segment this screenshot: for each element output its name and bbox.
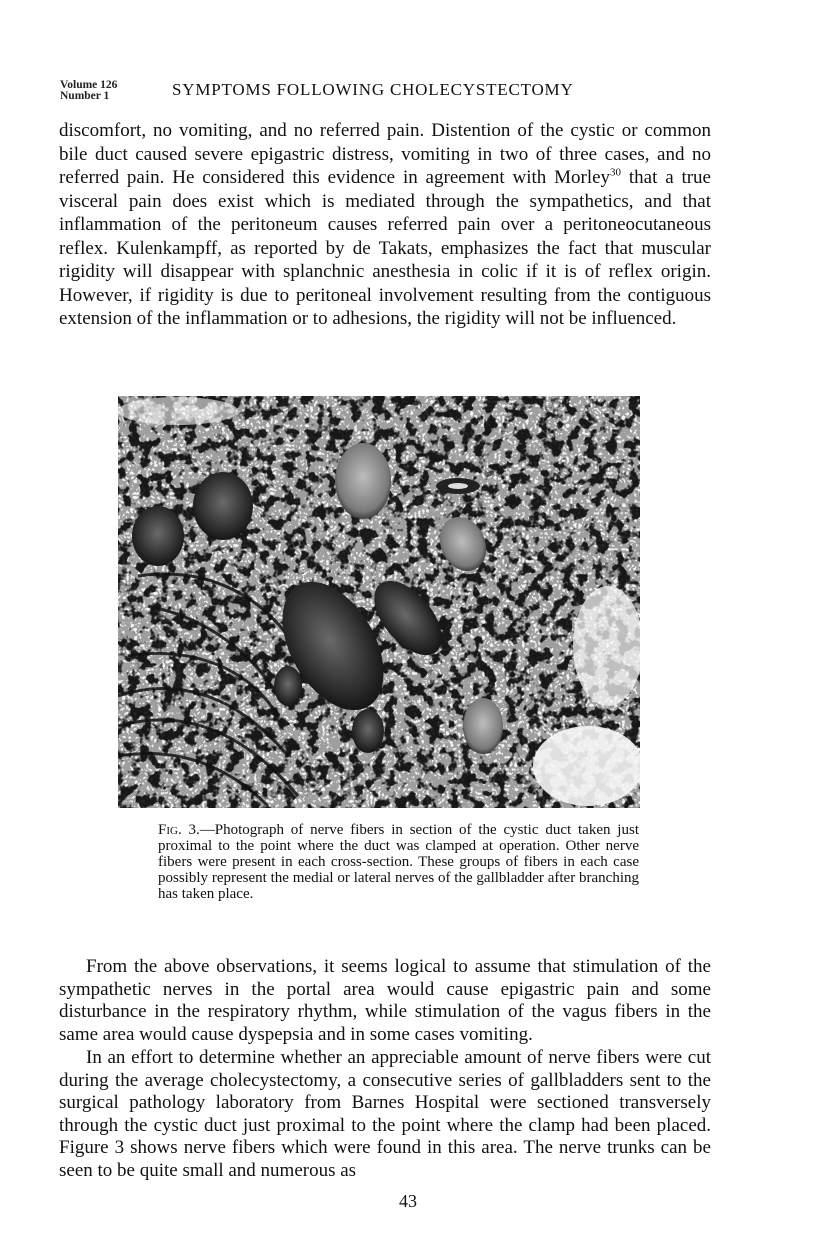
- paragraph-2: From the above observations, it seems logical to assume that stimulation of the sympathetic nerves in the portal area would cause epigastric pain and some disturbance in the respiratory rhythm, while stimulation of the vagus fibers in the same area would cause dyspepsia and in some cases vomiting.: [59, 956, 711, 1045]
- nerve-bundle: [274, 666, 302, 706]
- micrograph-image: [118, 396, 640, 808]
- nerve-bundle: [193, 472, 253, 540]
- paragraph-1-text-b: that a true visceral pain does exist which is mediated through the sympathetics, and that inflammation of the peritoneum causes referred pain over a peritoneocutaneous reflex. Kulenkampff, as reported by de Takats, emphasizes the fact that muscular rigidity will disappear with splanchnic anesthesia in colic if it is of reflex origin. However, if rigidity is due to peritoneal involvement resulting from the contiguous extension of the inflammation or to adhesions, the rigidity will not be influenced.: [59, 167, 711, 329]
- reference-superscript: 30: [610, 166, 622, 179]
- running-title: SYMPTOMS FOLLOWING CHOLECYSTECTOMY: [172, 80, 574, 99]
- number-label: Number 1: [60, 90, 110, 102]
- paragraph-1: [59, 119, 711, 331]
- nerve-bundle: [132, 506, 184, 566]
- vessel-lumen: [448, 483, 468, 489]
- volume-label: Volume 126: [60, 79, 118, 91]
- nerve-bundle: [352, 709, 384, 753]
- nerve-bundle: [463, 698, 503, 754]
- caption-text: —Photograph of nerve fibers in section of the cystic duct taken just proximal to the point where the duct was clamped at operation. Other nerve fibers were present in each cross-section. These groups of fibers in each case possibly represent the medial or lateral nerves of the gallbladder after branching has taken place.: [158, 822, 639, 902]
- nerve-bundle: [335, 443, 391, 519]
- figure-label: Fig. 3.: [158, 822, 200, 838]
- volume-issue: [60, 80, 117, 102]
- figure-caption: [158, 822, 639, 902]
- micrograph-figure: [118, 396, 640, 808]
- paragraph-3: In an effort to determine whether an appreciable amount of nerve fibers were cut during the average cholecystectomy, a consecutive series of gallbladders sent to the surgical pathology laboratory from Barnes Hospital were sectioned transversely through the cystic duct just proximal to the point where the clamp had been placed. Figure 3 shows nerve fibers which were found in this area. The nerve trunks can be seen to be quite small and numerous as: [59, 1047, 711, 1181]
- page-number: 43: [399, 1191, 417, 1211]
- paragraph-1-text-a: discomfort, no vomiting, and no referred pain. Distention of the cystic or common bile duct caused severe epigastric distress, vomiting in two of three cases, and no referred pain. He considered this evidence in agreement with Morley: [59, 120, 711, 188]
